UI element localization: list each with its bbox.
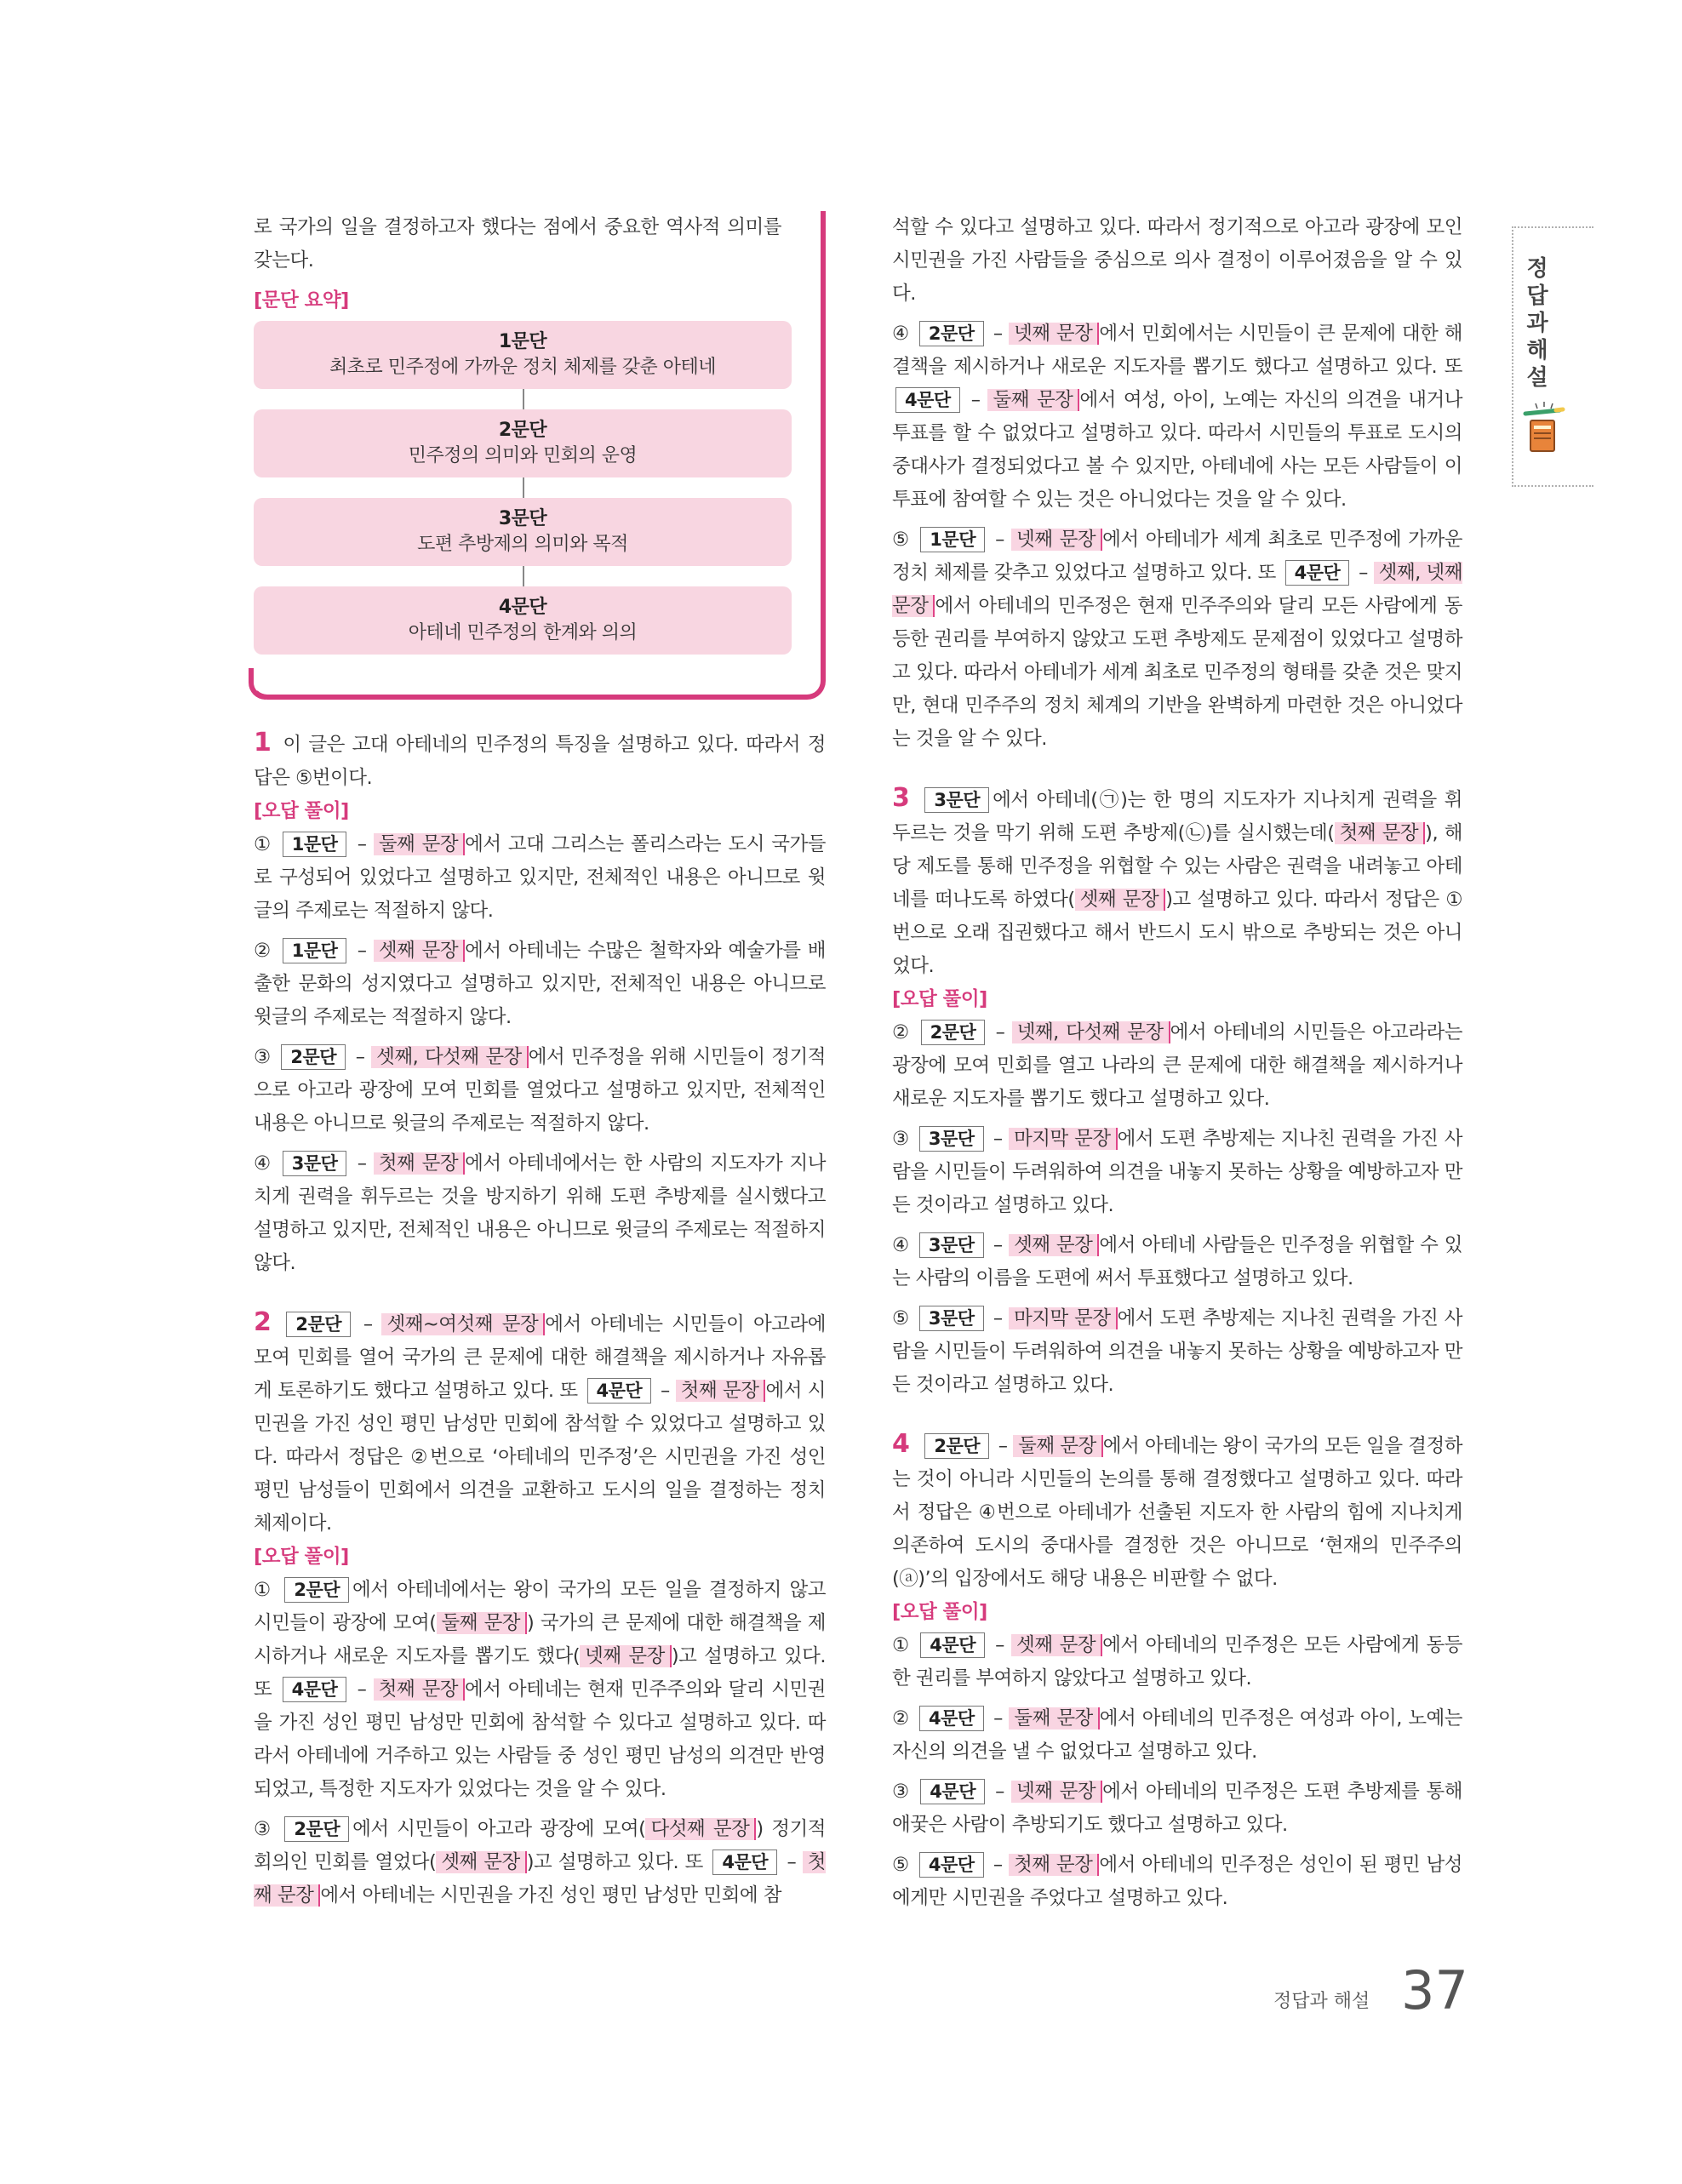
q2-text: 에서 시민권을 가진 성인 평민 남성만 민회에 참석할 수 있었다고 설명하고 있다. 따라서 정답은 ②번으로 ‘아테네의 민주정’은 시민권을 가진 성인 평민 남성들이 민회에서 의견을 교환하고 도시의 일을 결정하는 정치 체제이다. — [254, 1380, 827, 1535]
summary-desc: 최초로 민주정에 가까운 정치 체제를 갖춘 아테네 — [329, 357, 716, 378]
q1-text: 이 글은 고대 아테네의 민주정의 특징을 설명하고 있다. 따라서 정답은 ⑤번이다. — [254, 734, 826, 789]
sentence-highlight: 셋째 문장 — [1009, 1234, 1099, 1256]
sentence-highlight: 첫째 문장 — [1335, 822, 1426, 844]
question-number: 2 — [254, 1307, 272, 1337]
sentence-highlight: 셋째 문장 — [1075, 889, 1166, 911]
paragraph-tag: 4문단 — [587, 1378, 652, 1404]
paragraph-tag: 4문단 — [895, 387, 960, 413]
q1-item: ③ 2문단 – 셋째, 다섯째 문장 에서 민주정을 위해 시민들이 정기적으로 아고라 광장에 모여 민회를 열었다고 설명하고 있지만, 전체적인 내용은 아니므로 윗글의 주제로는 적절하지 않다. — [254, 1046, 826, 1135]
q1-item: ① 1문단 – 둘째 문장 에서 고대 그리스는 폴리스라는 도시 국가들로 구성되어 있었다고 설명하고 있지만, 전체적인 내용은 아니므로 윗글의 주제로는 적절하지 않다. — [254, 833, 826, 922]
summary-title: 2문단 — [498, 420, 547, 441]
question-number: 1 — [254, 728, 272, 758]
item-text: 에서 아테네는 수많은 철학자와 예술가를 배출한 문화의 성지였다고 설명하고 있지만, 전체적인 내용은 아니므로 윗글의 주제로는 적절하지 않다. — [254, 940, 826, 1028]
choice-mark: ① — [254, 1579, 273, 1601]
summary-label: [문단 요약] — [254, 289, 349, 312]
item-text: 에서 여성, 아이, 노예는 자신의 의견을 내거나 투표를 할 수 없었다고 설명하고 있다. 따라서 시민들의 투표로 도시의 중대사가 결정되었다고 볼 수 있지만, 아테네에 사는 모든 사람들이 이 투표에 참여할 수 있는 것은 아니었다는 것을 알 수 있다. — [892, 389, 1463, 511]
q3-item: ⑤ 3문단 – 마지막 문장 에서 도편 추방제는 지나친 권력을 가진 사람을 시민들이 두려워하여 의견을 내놓지 못하는 상황을 예방하고자 만든 것이라고 설명하고 있다. — [892, 1307, 1463, 1396]
choice-mark: ④ — [892, 323, 910, 345]
q3-item: ③ 3문단 – 마지막 문장 에서 도편 추방제는 지나친 권력을 가진 사람을 시민들이 두려워하여 의견을 내놓지 못하는 상황을 예방하고자 만든 것이라고 설명하고 있다. — [892, 1128, 1463, 1216]
sentence-highlight: 첫째 문장 — [676, 1380, 766, 1402]
item-text: 에서 아테네는 현재 민주주의와 달리 시민권을 가진 성인 평민 남성만 민회에 참석할 수 있다고 설명하고 있다. 따라서 아테네에 거주하고 있는 사람들 중 성인 평민 남성의 의견만 반영되었고, 특정한 지도자가 있었다는 것을 알 수 있다. — [254, 1678, 827, 1800]
choice-mark: ② — [892, 1021, 911, 1043]
sentence-highlight: 셋째, 다섯째 문장 — [371, 1046, 529, 1068]
choice-mark: ③ — [254, 1818, 273, 1840]
paragraph-tag: 2문단 — [281, 1044, 346, 1070]
item-text: 에서 아테네가 세계 최초로 민주정에 가까운 정치 체제를 갖추고 있었다고 설명하고 있다. 또 — [892, 529, 1462, 584]
q2-text: 에서 아테네는 시민들이 아고라에 모여 민회를 열어 국가의 큰 문제에 대한 해결책을 제시하거나 자유롭게 토론하기도 했다고 설명하고 있다. 또 — [254, 1313, 826, 1402]
paragraph-tag: 1문단 — [283, 938, 347, 963]
paragraph-tag: 1문단 — [920, 527, 985, 552]
q2-continued: 석할 수 있다고 설명하고 있다. 따라서 정기적으로 아고라 광장에 모인 시민권을 가진 사람들을 중심으로 의사 결정이 이루어졌음을 알 수 있다. — [892, 216, 1462, 305]
item-text: 에서 아테네의 민주정은 도편 추방제를 통해 애꿎은 사람이 추방되기도 했다고 설명하고 있다. — [892, 1781, 1462, 1836]
item-text: 에서 아테네에서는 왕이 국가의 모든 일을 결정하지 않고 시민들이 광장에 모여( — [254, 1579, 826, 1634]
choice-mark: ③ — [892, 1128, 910, 1150]
summary-desc: 도편 추방제의 의미와 목적 — [417, 534, 628, 555]
paragraph-tag: 2문단 — [924, 1433, 989, 1459]
summary-desc: 민주정의 의미와 민회의 운영 — [408, 445, 638, 466]
item-text: 에서 도편 추방제는 지나친 권력을 가진 사람을 시민들이 두려워하여 의견을 내놓지 못하는 상황을 예방하고자 만든 것이라고 설명하고 있다. — [892, 1128, 1463, 1216]
summary-title: 4문단 — [498, 597, 547, 618]
sentence-highlight: 둘째 문장 — [437, 1612, 528, 1634]
connector-line — [523, 566, 524, 586]
paragraph-tag: 4문단 — [1285, 560, 1350, 586]
paragraph-tag: 4문단 — [920, 1632, 985, 1658]
sentence-highlight: 둘째 문장 — [1009, 1707, 1099, 1729]
q4-answer: 4 2문단 – 둘째 문장 에서 아테네는 왕이 국가의 모든 일을 결정하는 것이 아니라 시민들의 논의를 통해 결정했다고 설명하고 있다. 따라서 정답은 ④번으로 아테네가 선출된 지도자 한 사람의 힘에 지나치게 의존하여 도시의 중대사를 결정한 것은 아니므로 ‘현재의 민주주의(ⓐ)’의 입장에서도 해당 내용은 비판할 수 없다. — [892, 1429, 1462, 1590]
sentence-highlight: 셋째~여섯째 문장 — [381, 1313, 545, 1335]
item-text: ) 정기적 회의인 민회를 열었다( — [254, 1818, 827, 1873]
item-text: 에서 아테네의 민주정은 모든 사람에게 동등한 권리를 부여하지 않았다고 설명하고 있다. — [892, 1634, 1462, 1689]
q2-item: ⑤ 1문단 – 넷째 문장 에서 아테네가 세계 최초로 민주정에 가까운 정치 체제를 갖추고 있었다고 설명하고 있다. 또 4문단 – 셋째, 넷째 문장 에서 아테네의 민주정은 현재 민주주의와 달리 모든 사람에게 동등한 권리를 부여하지 않았고 도편 추방제도 문제점이 있었다고 설명하고 있다. 따라서 아테네가 세계 최초로 민주정의 형태를 갖춘 것은 맞지만, 현대 민주주의 정치 체계의 기반을 완벽하게 마련한 것은 아니었다는 것을 알 수 있다. — [892, 529, 1463, 750]
item-text: )고 설명하고 있다. 또 — [526, 1851, 703, 1873]
item-text: 에서 아테네의 민주정은 성인이 된 평민 남성에게만 시민권을 주었다고 설명하고 있다. — [892, 1854, 1463, 1909]
q4-item: ② 4문단 – 둘째 문장 에서 아테네의 민주정은 여성과 아이, 노예는 자신의 의견을 낼 수 없었다고 설명하고 있다. — [892, 1707, 1463, 1763]
q4-wrong-label: [오답 풀이] — [892, 1601, 987, 1623]
item-text: 에서 고대 그리스는 폴리스라는 도시 국가들로 구성되어 있었다고 설명하고 있지만, 전체적인 내용은 아니므로 윗글의 주제로는 적절하지 않다. — [254, 833, 826, 922]
sentence-highlight: 넷째 문장 — [1011, 529, 1102, 551]
item-text: 에서 아테네는 시민권을 가진 성인 평민 남성만 민회에 참 — [320, 1884, 781, 1907]
summary-title: 1문단 — [498, 331, 547, 352]
q4-item: ① 4문단 – 셋째 문장 에서 아테네의 민주정은 모든 사람에게 동등한 권리를 부여하지 않았다고 설명하고 있다. — [892, 1634, 1462, 1689]
item-text: )고 설명하고 있다. 따라서 정답은 ①번으로 오래 집권했다고 해서 반드시 도시 밖으로 추방되는 것은 아니었다. — [892, 889, 1463, 977]
item-text: ) 국가의 큰 문제에 대한 해결책을 제시하거나 새로운 지도자를 뽑기도 했다( — [254, 1612, 827, 1667]
left-column — [254, 211, 826, 1912]
choice-mark: ① — [254, 833, 272, 855]
summary-box-2 — [254, 409, 792, 477]
sentence-highlight: 셋째, 넷째 문장 — [892, 562, 1463, 617]
paragraph-tag: 3문단 — [919, 1126, 984, 1152]
sentence-highlight: 둘째 문장 — [374, 833, 465, 855]
intro-text: 로 국가의 일을 결정하고자 했다는 점에서 중요한 역사적 의미를 갖는다. — [254, 216, 781, 272]
item-text: 에서 아테네의 민주정은 현재 민주주의와 달리 모든 사람에게 동등한 권리를 부여하지 않았고 도편 추방제도 문제점이 있었다고 설명하고 있다. 따라서 아테네가 세계 최초로 민주정의 형태를 갖춘 것은 맞지만, 현대 민주주의 정치 체계의 기반을 완벽하게 마련한 것은 아니었다는 것을 알 수 있다. — [892, 595, 1462, 750]
choice-mark: ④ — [254, 1152, 272, 1175]
page-number: 37 — [1401, 1959, 1468, 2021]
item-text: 에서 시민들이 아고라 광장에 모여( — [352, 1818, 646, 1840]
q1-item: ④ 3문단 – 첫째 문장 에서 아테네에서는 한 사람의 지도자가 지나치게 권력을 휘두르는 것을 방지하기 위해 도편 추방제를 실시했다고 설명하고 있지만, 전체적인 내용은 아니므로 윗글의 주제로는 적절하지 않다. — [254, 1152, 826, 1274]
paragraph-tag: 2문단 — [921, 1020, 986, 1045]
q4-item: ⑤ 4문단 – 첫째 문장 에서 아테네의 민주정은 성인이 된 평민 남성에게만 시민권을 주었다고 설명하고 있다. — [892, 1854, 1463, 1909]
q1-wrong-label: [오답 풀이] — [254, 800, 349, 822]
book-pencil-icon — [1519, 400, 1566, 455]
side-tab-label: 정답과해설 — [1526, 256, 1548, 391]
sentence-highlight: 넷째 문장 — [1011, 1781, 1102, 1803]
sentence-highlight: 둘째 문장 — [987, 389, 1079, 411]
item-text: 에서 민회에서는 시민들이 큰 문제에 대한 해결책을 제시하거나 새로운 지도자를 뽑기도 했다고 설명하고 있다. 또 — [892, 323, 1463, 378]
item-text: 에서 아테네의 민주정은 여성과 아이, 노예는 자신의 의견을 낼 수 없었다고 설명하고 있다. — [892, 1707, 1463, 1763]
item-text: 에서 도편 추방제는 지나친 권력을 가진 사람을 시민들이 두려워하여 의견을 내놓지 못하는 상황을 예방하고자 만든 것이라고 설명하고 있다. — [892, 1307, 1463, 1396]
sentence-highlight: 넷째 문장 — [580, 1645, 672, 1667]
choice-mark: ⑤ — [892, 1307, 910, 1329]
sentence-highlight: 넷째 문장 — [1009, 323, 1099, 345]
item-text: 에서 아테네에서는 한 사람의 지도자가 지나치게 권력을 휘두르는 것을 방지하기 위해 도편 추방제를 실시했다고 설명하고 있지만, 전체적인 내용은 아니므로 윗글의 주제로는 적절하지 않다. — [254, 1152, 826, 1274]
footer-label: 정답과 해설 — [1273, 1991, 1370, 2012]
choice-mark: ② — [254, 940, 272, 962]
summary-box-4 — [254, 586, 792, 655]
item-text: )고 설명하고 있다. 또 — [254, 1645, 826, 1701]
sentence-highlight: 마지막 문장 — [1009, 1128, 1118, 1150]
choice-mark: ③ — [892, 1781, 911, 1803]
paragraph-tag: 4문단 — [712, 1850, 777, 1875]
paragraph-tag: 3문단 — [283, 1151, 347, 1176]
paragraph-tag: 2문단 — [919, 321, 984, 346]
sentence-highlight: 셋째 문장 — [436, 1851, 526, 1873]
item-text: 에서 민주정을 위해 시민들이 정기적으로 아고라 광장에 모여 민회를 열었다고 설명하고 있지만, 전체적인 내용은 아니므로 윗글의 주제로는 적절하지 않다. — [254, 1046, 826, 1135]
sentence-highlight: 첫째 문장 — [254, 1851, 826, 1907]
sentence-highlight: 마지막 문장 — [1009, 1307, 1118, 1329]
summary-flow — [254, 321, 826, 655]
sentence-highlight: 다섯째 문장 — [645, 1818, 756, 1840]
paragraph-tag: 3문단 — [919, 1306, 984, 1331]
sentence-highlight: 넷째, 다섯째 문장 — [1012, 1021, 1170, 1043]
q1-answer — [254, 726, 826, 795]
summary-title: 3문단 — [498, 508, 547, 529]
paragraph-tag: 3문단 — [919, 1232, 984, 1258]
q3-item: ④ 3문단 – 셋째 문장 에서 아테네 사람들은 민주정을 위협할 수 있는 사람의 이름을 도편에 써서 투표했다고 설명하고 있다. — [892, 1234, 1463, 1289]
paragraph-tag: 2문단 — [284, 1816, 349, 1842]
item-text: 에서 아테네(㉠)는 한 명의 지도자가 지나치게 권력을 휘두르는 것을 막기 위해 도편 추방제(㉡)를 실시했는데( — [892, 789, 1462, 844]
sentence-highlight: 첫째 문장 — [374, 1678, 465, 1701]
right-column — [892, 211, 1462, 1915]
paragraph-tag: 4문단 — [920, 1779, 985, 1804]
paragraph-tag: 4문단 — [919, 1852, 984, 1878]
paragraph-tag: 2문단 — [284, 1577, 349, 1603]
sentence-highlight: 둘째 문장 — [1013, 1435, 1103, 1457]
q3-answer — [892, 781, 1462, 983]
q4-text: 에서 아테네는 왕이 국가의 모든 일을 결정하는 것이 아니라 시민들의 논의를 통해 결정했다고 설명하고 있다. 따라서 정답은 ④번으로 아테네가 선출된 지도자 한 사람의 힘에 지나치게 의존하여 도시의 중대사를 결정한 것은 아니므로 ‘현재의 민주주의(ⓐ)’의 입장에서도 해당 내용은 비판할 수 없다. — [892, 1435, 1462, 1590]
sentence-highlight: 셋째 문장 — [374, 940, 465, 962]
choice-mark: ③ — [254, 1046, 272, 1068]
choice-mark: ① — [892, 1634, 911, 1656]
item-text: 에서 아테네의 시민들은 아고라라는 광장에 모여 민회를 열고 나라의 큰 문제에 대한 해결책을 제시하거나 새로운 지도자를 뽑기도 했다고 설명하고 있다. — [892, 1021, 1463, 1110]
item-text: ), 해당 제도를 통해 민주정을 위협할 수 있는 사람은 권력을 내려놓고 아테네를 떠나도록 하였다( — [892, 822, 1463, 911]
question-number: 4 — [892, 1429, 910, 1459]
q1-item: ② 1문단 – 셋째 문장 에서 아테네는 수많은 철학자와 예술가를 배출한 문화의 성지였다고 설명하고 있지만, 전체적인 내용은 아니므로 윗글의 주제로는 적절하지 않다. — [254, 940, 826, 1028]
choice-mark: ④ — [892, 1234, 910, 1256]
paragraph-tag: 4문단 — [919, 1706, 984, 1731]
choice-mark: ⑤ — [892, 1854, 910, 1876]
question-number: 3 — [892, 783, 910, 813]
q4-item: ③ 4문단 – 넷째 문장 에서 아테네의 민주정은 도편 추방제를 통해 애꿎은 사람이 추방되기도 했다고 설명하고 있다. — [892, 1781, 1462, 1836]
connector-line — [523, 477, 524, 498]
sentence-highlight: 첫째 문장 — [1009, 1854, 1099, 1876]
q2-answer: 2 2문단 – 셋째~여섯째 문장 에서 아테네는 시민들이 아고라에 모여 민회를 열어 국가의 큰 문제에 대한 해결책을 제시하거나 자유롭게 토론하기도 했다고 설명하고 있다. 또 4문단 – 첫째 문장 에서 시민권을 가진 성인 평민 남성만 민회에 참석할 수 있었다고 설명하고 있다. 따라서 정답은 ②번으로 ‘아테네의 민주정’은 시민권을 가진 성인 평민 남성들이 민회에서 의견을 교환하고 도시의 일을 결정하는 정치 체제이다. — [254, 1307, 827, 1535]
sentence-highlight: 첫째 문장 — [374, 1152, 465, 1175]
paragraph-tag: 3문단 — [924, 787, 989, 813]
paragraph-tag: 2문단 — [286, 1312, 351, 1337]
q2-item: ④ 2문단 – 넷째 문장 에서 민회에서는 시민들이 큰 문제에 대한 해결책을 제시하거나 새로운 지도자를 뽑기도 했다고 설명하고 있다. 또 4문단 – 둘째 문장 에서 여성, 아이, 노예는 자신의 의견을 내거나 투표를 할 수 없었다고 설명하고 있다. 따라서 시민들의 투표로 도시의 중대사가 결정되었다고 볼 수 있지만, 아테네에 사는 모든 사람들이 이 투표에 참여할 수 있는 것은 아니었다는 것을 알 수 있다. — [892, 323, 1463, 511]
connector-line — [523, 389, 524, 409]
choice-mark: ⑤ — [892, 529, 911, 551]
summary-box-1 — [254, 321, 792, 389]
sentence-highlight: 셋째 문장 — [1011, 1634, 1102, 1656]
q2-wrong-label: [오답 풀이] — [254, 1546, 349, 1568]
summary-desc: 아테네 민주정의 한계와 의의 — [408, 622, 638, 643]
q2-item: ① 2문단 에서 아테네에서는 왕이 국가의 모든 일을 결정하지 않고 시민들이 광장에 모여( 둘째 문장 ) 국가의 큰 문제에 대한 해결책을 제시하거나 새로운 지도자를 뽑기도 했다( 넷째 문장 )고 설명하고 있다. 또 4문단 – 첫째 문장 에서 아테네는 현재 민주주의와 달리 시민권을 가진 성인 평민 남성만 민회에 참석할 수 있다고 설명하고 있다. 따라서 아테네에 거주하고 있는 사람들 중 성인 평민 남성의 의견만 반영되었고, 특정한 지도자가 있었다는 것을 알 수 있다. — [254, 1579, 827, 1800]
paragraph-tag: 4문단 — [283, 1677, 347, 1702]
choice-mark: ② — [892, 1707, 910, 1729]
q3-item: ② 2문단 – 넷째, 다섯째 문장 에서 아테네의 시민들은 아고라라는 광장에 모여 민회를 열고 나라의 큰 문제에 대한 해결책을 제시하거나 새로운 지도자를 뽑기도 했다고 설명하고 있다. — [892, 1021, 1463, 1110]
q3-wrong-label: [오답 풀이] — [892, 988, 987, 1010]
q2-item: ③ 2문단 에서 시민들이 아고라 광장에 모여( 다섯째 문장 ) 정기적 회의인 민회를 열었다( 셋째 문장 )고 설명하고 있다. 또 4문단 – 첫째 문장 에서 아테네는 시민권을 가진 성인 평민 남성만 민회에 참 — [254, 1818, 827, 1907]
summary-box-3 — [254, 498, 792, 566]
item-text: 에서 아테네 사람들은 민주정을 위협할 수 있는 사람의 이름을 도편에 써서 투표했다고 설명하고 있다. — [892, 1234, 1463, 1289]
paragraph-tag: 1문단 — [283, 832, 347, 857]
